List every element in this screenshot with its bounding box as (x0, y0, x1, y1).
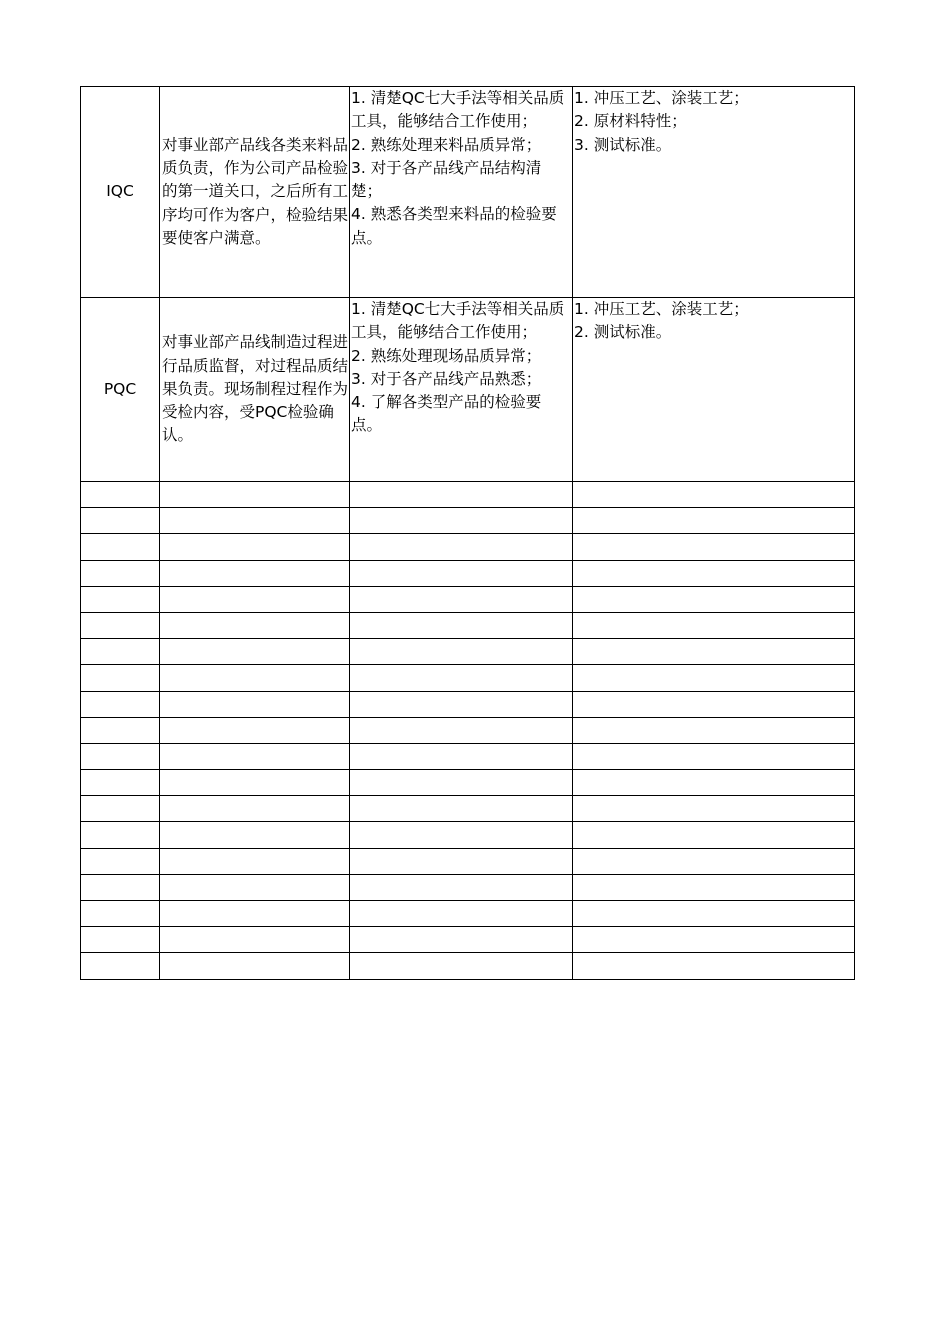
description-cell[interactable]: 对事业部产品线各类来料品质负责，作为公司产品检验的第一道关口，之后所有工序均可作为客户，检验结果要使客户满意。 (160, 87, 350, 298)
empty-table-row (81, 534, 855, 560)
empty-cell[interactable] (573, 534, 855, 560)
empty-cell[interactable] (160, 612, 350, 638)
empty-cell[interactable] (81, 612, 160, 638)
table-row-pqc (81, 298, 855, 482)
empty-cell[interactable] (81, 665, 160, 691)
empty-cell[interactable] (160, 482, 350, 508)
knowledge-item: 3. 测试标准。 (574, 135, 672, 154)
skill-item: 3. 对于各产品线产品结构清楚； (351, 158, 542, 201)
empty-table-row (81, 901, 855, 927)
empty-cell[interactable] (350, 874, 573, 900)
empty-table-row (81, 874, 855, 900)
empty-cell[interactable] (81, 874, 160, 900)
empty-table-row (81, 953, 855, 979)
empty-cell[interactable] (573, 665, 855, 691)
empty-table-row (81, 848, 855, 874)
empty-table-row (81, 612, 855, 638)
empty-cell[interactable] (573, 743, 855, 769)
skill-item: 1. 清楚QC七大手法等相关品质工具，能够结合工作使用； (351, 300, 565, 342)
empty-cell[interactable] (350, 770, 573, 796)
empty-cell[interactable] (350, 796, 573, 822)
empty-cell[interactable] (81, 901, 160, 927)
empty-table-row (81, 717, 855, 743)
description-cell[interactable]: 对事业部产品线制造过程进行品质监督，对过程品质结果负责。现场制程过程作为受检内容，受PQC检验确认。 (160, 298, 350, 482)
empty-table-row (81, 586, 855, 612)
empty-cell[interactable] (573, 927, 855, 953)
empty-cell[interactable] (81, 743, 160, 769)
knowledge-cell[interactable] (573, 87, 855, 298)
empty-cell[interactable] (350, 612, 573, 638)
empty-cell[interactable] (573, 822, 855, 848)
knowledge-item: 2. 原材料特性； (574, 112, 687, 131)
empty-cell[interactable] (81, 953, 160, 979)
empty-cell[interactable] (573, 586, 855, 612)
skill-item: 4. 了解各类型产品的检验要点。 (351, 393, 542, 435)
empty-cell[interactable] (160, 560, 350, 586)
empty-cell[interactable] (160, 927, 350, 953)
empty-cell[interactable] (350, 508, 573, 534)
empty-table-row (81, 796, 855, 822)
empty-cell[interactable] (573, 901, 855, 927)
empty-cell[interactable] (160, 848, 350, 874)
empty-cell[interactable] (350, 717, 573, 743)
empty-cell[interactable] (350, 639, 573, 665)
empty-cell[interactable] (350, 901, 573, 927)
empty-cell[interactable] (160, 508, 350, 534)
empty-cell[interactable] (350, 953, 573, 979)
empty-cell[interactable] (81, 639, 160, 665)
empty-cell[interactable] (573, 691, 855, 717)
empty-table-row (81, 770, 855, 796)
empty-cell[interactable] (160, 717, 350, 743)
empty-cell[interactable] (160, 665, 350, 691)
empty-cell[interactable] (573, 953, 855, 979)
empty-cell[interactable] (573, 770, 855, 796)
empty-cell[interactable] (350, 560, 573, 586)
empty-cell[interactable] (160, 691, 350, 717)
knowledge-item: 1. 冲压工艺、涂装工艺； (574, 300, 749, 318)
empty-cell[interactable] (573, 639, 855, 665)
empty-cell[interactable] (160, 639, 350, 665)
empty-cell[interactable] (350, 743, 573, 769)
skills-cell[interactable] (350, 298, 573, 482)
empty-cell[interactable] (350, 586, 573, 612)
empty-cell[interactable] (350, 482, 573, 508)
empty-table-row (81, 822, 855, 848)
job-requirements-table (80, 86, 855, 980)
empty-cell[interactable] (573, 560, 855, 586)
table-row-iqc (81, 87, 855, 298)
empty-cell[interactable] (81, 586, 160, 612)
empty-cell[interactable] (350, 665, 573, 691)
role-cell[interactable]: PQC (81, 298, 160, 482)
empty-cell[interactable] (160, 586, 350, 612)
empty-table-row (81, 927, 855, 953)
empty-cell[interactable] (160, 796, 350, 822)
empty-cell[interactable] (81, 927, 160, 953)
table-body (81, 87, 855, 980)
empty-table-row (81, 665, 855, 691)
knowledge-cell[interactable] (573, 298, 855, 482)
empty-cell[interactable] (160, 822, 350, 848)
empty-cell[interactable] (81, 508, 160, 534)
empty-cell[interactable] (350, 927, 573, 953)
skill-item: 2. 熟练处理来料品质异常； (351, 135, 542, 154)
empty-cell[interactable] (160, 953, 350, 979)
empty-cell[interactable] (81, 534, 160, 560)
empty-cell[interactable] (573, 874, 855, 900)
skill-item: 4. 熟悉各类型来料品的检验要点。 (351, 205, 557, 247)
role-cell[interactable]: IQC (81, 87, 160, 298)
skill-item: 3. 对于各产品线产品熟悉； (351, 369, 542, 388)
empty-cell[interactable] (81, 717, 160, 743)
empty-cell[interactable] (573, 482, 855, 508)
empty-table-row (81, 560, 855, 586)
empty-cell[interactable] (350, 822, 573, 848)
empty-table-row (81, 691, 855, 717)
empty-cell[interactable] (573, 848, 855, 874)
empty-cell[interactable] (81, 848, 160, 874)
empty-cell[interactable] (350, 691, 573, 717)
empty-cell[interactable] (160, 874, 350, 900)
empty-cell[interactable] (160, 534, 350, 560)
empty-cell[interactable] (573, 717, 855, 743)
empty-cell[interactable] (81, 560, 160, 586)
empty-cell[interactable] (160, 743, 350, 769)
empty-cell[interactable] (573, 612, 855, 638)
empty-cell[interactable] (573, 508, 855, 534)
empty-cell[interactable] (350, 534, 573, 560)
empty-cell[interactable] (573, 796, 855, 822)
empty-table-row (81, 743, 855, 769)
skill-item: 2. 熟练处理现场品质异常； (351, 346, 542, 365)
empty-cell[interactable] (160, 901, 350, 927)
knowledge-item: 1. 冲压工艺、涂装工艺； (574, 89, 749, 107)
empty-table-row (81, 508, 855, 534)
empty-cell[interactable] (81, 482, 160, 508)
empty-cell[interactable] (350, 848, 573, 874)
empty-cell[interactable] (81, 691, 160, 717)
empty-table-row (81, 482, 855, 508)
skill-item: 1. 清楚QC七大手法等相关品质工具，能够结合工作使用； (351, 89, 565, 131)
skills-cell[interactable] (350, 87, 573, 298)
empty-cell[interactable] (81, 770, 160, 796)
knowledge-item: 2. 测试标准。 (574, 323, 672, 342)
empty-table-row (81, 639, 855, 665)
empty-cell[interactable] (81, 822, 160, 848)
empty-cell[interactable] (81, 796, 160, 822)
empty-cell[interactable] (160, 770, 350, 796)
